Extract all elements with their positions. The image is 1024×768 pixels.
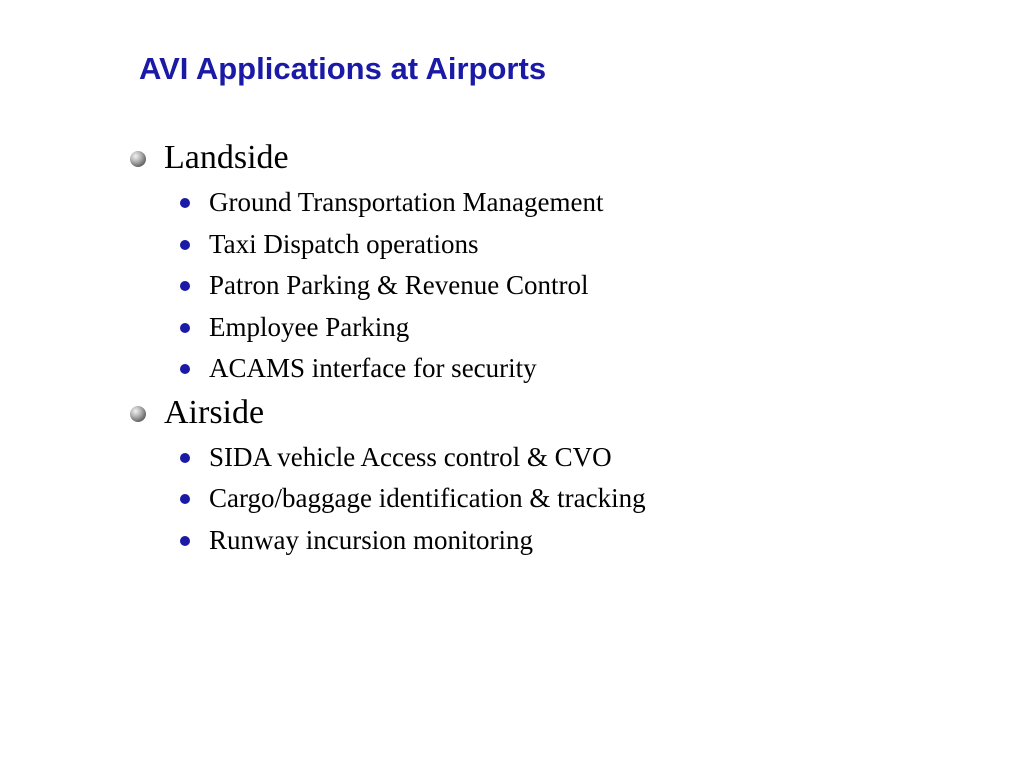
dot-bullet-icon — [180, 323, 190, 333]
section-label: Landside — [164, 139, 289, 176]
list-item-label: ACAMS interface for security — [209, 353, 537, 383]
list-item-label: Patron Parking & Revenue Control — [209, 270, 589, 300]
dot-bullet-icon — [180, 281, 190, 291]
list-item — [130, 178, 1010, 220]
dot-bullet-icon — [180, 536, 190, 546]
list-item-label: Taxi Dispatch operations — [209, 228, 479, 259]
slide-title: AVI Applications at Airports — [139, 51, 547, 86]
section-heading — [130, 138, 1010, 178]
section-landside — [130, 138, 1010, 386]
list-item-label: SIDA vehicle Access control & CVO — [209, 441, 612, 472]
section-heading — [130, 393, 1010, 433]
list-item — [130, 261, 1010, 303]
list-item-label: Ground Transportation Management — [209, 187, 604, 217]
section-label: Airside — [164, 393, 265, 431]
airside-items — [130, 433, 1010, 558]
list-item — [130, 303, 1010, 345]
slide-content — [130, 138, 1010, 557]
dot-bullet-icon — [180, 240, 190, 250]
dot-bullet-icon — [180, 494, 190, 504]
list-item-label: Employee Parking — [209, 311, 410, 342]
list-item-label: Cargo/baggage identification & tracking — [209, 483, 646, 513]
dot-bullet-icon — [180, 453, 190, 463]
sphere-bullet-icon — [130, 406, 146, 422]
list-item — [130, 344, 1010, 386]
list-item — [130, 220, 1010, 262]
sphere-bullet-icon — [130, 151, 146, 167]
dot-bullet-icon — [180, 198, 190, 208]
dot-bullet-icon — [180, 364, 190, 374]
section-airside — [130, 393, 1010, 558]
list-item — [130, 433, 1010, 475]
list-item — [130, 474, 1010, 516]
landside-items — [130, 178, 1010, 386]
list-item-label: Runway incursion monitoring — [209, 524, 533, 555]
list-item — [130, 516, 1010, 558]
